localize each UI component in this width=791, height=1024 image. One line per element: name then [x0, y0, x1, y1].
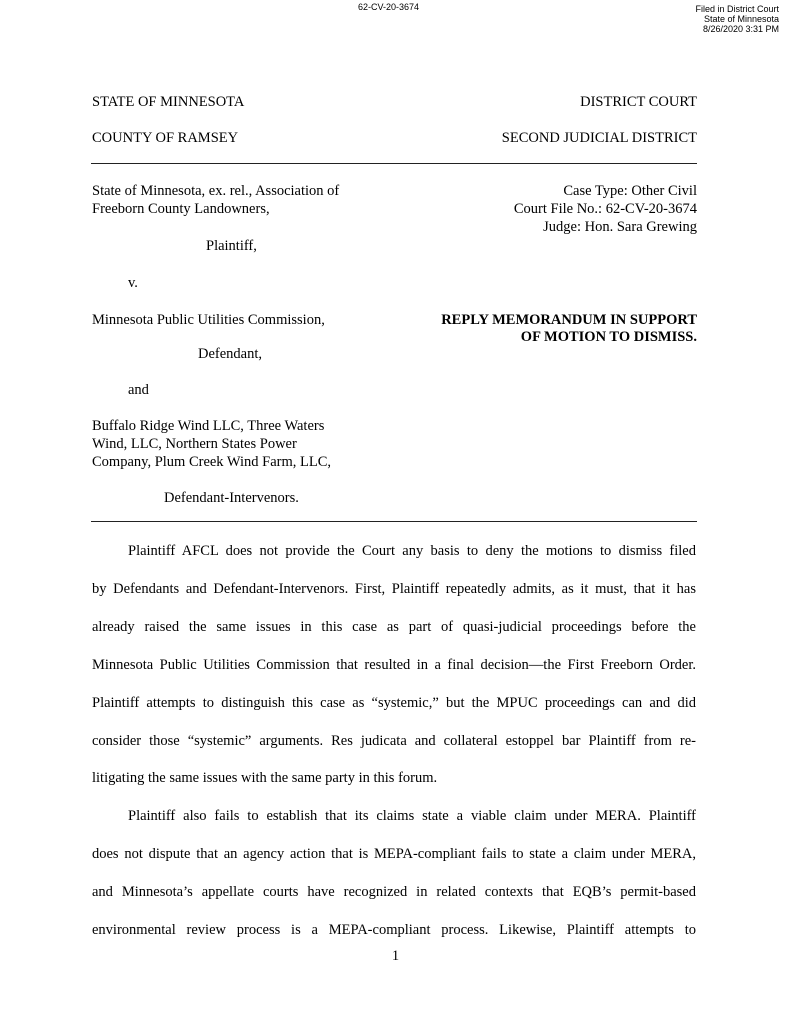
- plaintiff-label: Plaintiff,: [206, 238, 257, 254]
- document-title-line: OF MOTION TO DISMISS.: [520, 329, 697, 345]
- court-heading: DISTRICT COURT: [580, 94, 697, 110]
- filed-stamp: [695, 4, 779, 34]
- intervenor-name-line: Buffalo Ridge Wind LLC, Three Waters: [92, 418, 325, 434]
- filed-stamp-line: Filed in District Court: [695, 4, 779, 14]
- and-label: and: [128, 382, 149, 398]
- body-text-line: Minnesota Public Utilities Commission that resulted in a final decision—the First Freeborn Order.: [92, 657, 696, 673]
- filed-stamp-line: 8/26/2020 3:31 PM: [702, 24, 779, 34]
- defendant-label: Defendant,: [198, 346, 263, 362]
- body-text-line: and Minnesota’s appellate courts have recognized in related contexts that EQB’s permit-based: [92, 884, 696, 900]
- intervenor-label: Defendant-Intervenors.: [164, 490, 299, 506]
- plaintiff-name-line: State of Minnesota, ex. rel., Association of: [92, 183, 340, 199]
- state-heading: STATE OF MINNESOTA: [92, 94, 245, 110]
- body-text-line: environmental review process is a MEPA-compliant process. Likewise, Plaintiff attempts to: [92, 922, 696, 938]
- body-text-line: does not dispute that an agency action that is MEPA-compliant fails to state a claim under MERA,: [92, 846, 696, 862]
- filed-stamp-line: State of Minnesota: [703, 14, 779, 24]
- caption-divider: [91, 521, 697, 522]
- body-text-line: Plaintiff attempts to distinguish this case as “systemic,” but the MPUC proceedings can and did: [92, 695, 696, 711]
- header-divider: [91, 163, 697, 164]
- page-number: 1: [391, 948, 400, 964]
- plaintiff-name-line: Freeborn County Landowners,: [92, 201, 270, 217]
- body-text-line: by Defendants and Defendant-Intervenors. First, Plaintiff repeatedly admits, as it must, that it has: [92, 581, 696, 597]
- file-number-stamp: 62-CV-20-3674: [358, 2, 420, 12]
- body-text-line: Plaintiff also fails to establish that its claims state a viable claim under MERA. Plaintiff: [128, 808, 696, 824]
- defendant-name: Minnesota Public Utilities Commission,: [92, 312, 325, 328]
- county-heading: COUNTY OF RAMSEY: [92, 130, 239, 146]
- document-title-line: REPLY MEMORANDUM IN SUPPORT: [441, 312, 697, 328]
- case-type: Case Type: Other Civil: [563, 183, 697, 199]
- court-file-number: Court File No.: 62-CV-20-3674: [513, 201, 697, 217]
- versus-label: v.: [128, 275, 138, 291]
- body-text-line: already raised the same issues in this case as part of quasi-judicial proceedings before the: [92, 619, 696, 635]
- intervenor-name-line: Wind, LLC, Northern States Power: [92, 436, 297, 452]
- district-heading: SECOND JUDICIAL DISTRICT: [501, 130, 697, 146]
- body-text-line: Plaintiff AFCL does not provide the Court any basis to deny the motions to dismiss filed: [128, 543, 696, 559]
- body-text-line: consider those “systemic” arguments. Res judicata and collateral estoppel bar Plaintiff from re-: [92, 733, 696, 749]
- body-text-line: litigating the same issues with the same party in this forum.: [92, 770, 438, 786]
- intervenor-name-line: Company, Plum Creek Wind Farm, LLC,: [92, 454, 332, 470]
- judge-name: Judge: Hon. Sara Grewing: [543, 219, 697, 235]
